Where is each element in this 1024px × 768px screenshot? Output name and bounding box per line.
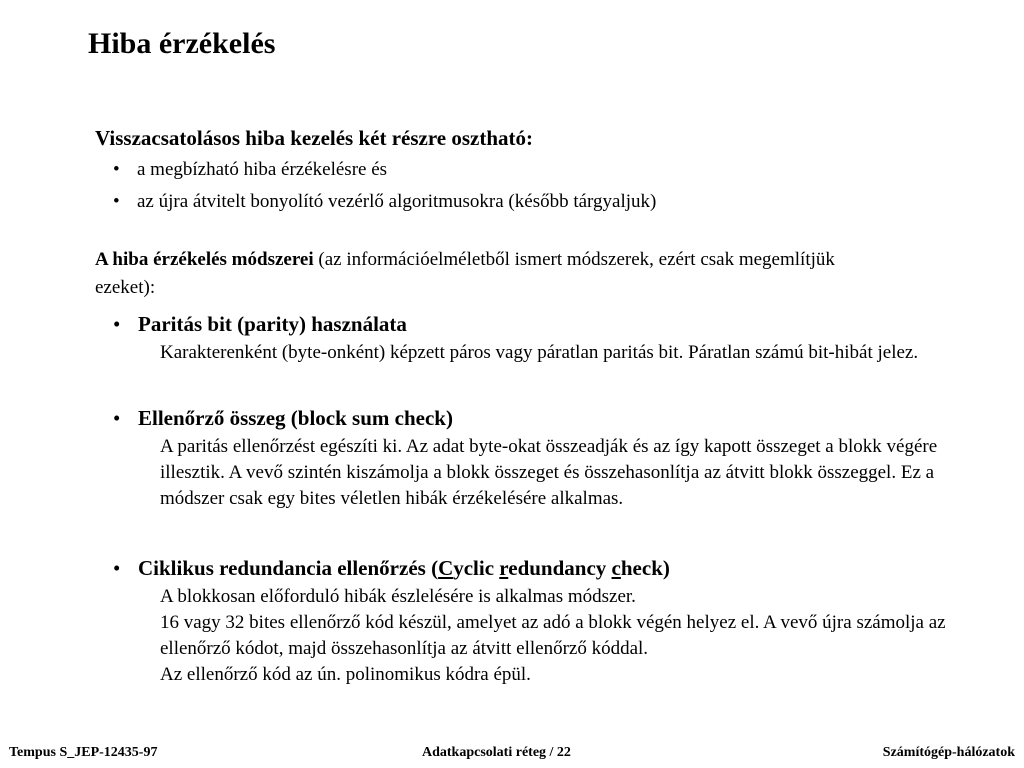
title-part: edundancy [508, 556, 612, 580]
method-title-text: Ellenőrző összeg (block sum check) [138, 406, 453, 430]
title-part-underlined: C [438, 556, 454, 580]
bullet-icon: • [113, 406, 121, 430]
slide-title: Hiba érzékelés [88, 27, 276, 60]
list-item [113, 156, 656, 188]
title-part-underlined: r [499, 556, 509, 580]
methods-intro-text: (az információelméletből ismert módszerek, ezért csak megemlítjük ezeket): [95, 249, 835, 298]
method-description-line: Karakterenként (byte-onként) képzett páros vagy páratlan paritás bit. Páratlan számú bit-hibát jelez. [160, 342, 919, 363]
method-description-line: Az ellenőrző kód az ún. polinomikus kódra épül. [160, 664, 531, 685]
bullet-icon: • [113, 191, 120, 212]
bullet-icon: • [113, 312, 121, 336]
list-item [113, 188, 656, 220]
title-part: yclic [453, 556, 500, 580]
method-description [160, 434, 960, 512]
method-description-line: A paritás ellenőrzést egészíti ki. Az adat byte-okat összeadják és az így kapott összeget a blokk végére illesztik. A vevő szintén kiszámolja a blokk összeget és összehasonlítja az átvitt blokk összeggel. Ez a módszer csak egy bites véletlen hibák érzékelésére alkalmas. [160, 436, 938, 509]
method-title-text [138, 556, 670, 580]
footer-left: Tempus S_JEP-12435-97 [9, 745, 158, 760]
method-title [113, 310, 973, 338]
method-description-line: A blokkosan előforduló hibák észlelésére is alkalmas módszer. [160, 586, 636, 607]
methods-intro-bold: A hiba érzékelés módszerei [95, 249, 314, 270]
method-parity [113, 310, 973, 366]
bullet-icon: • [113, 556, 121, 580]
footer-center: Adatkapcsolati réteg / 22 [422, 745, 571, 760]
list-item-text: a megbízható hiba érzékelésre és [137, 159, 388, 180]
methods-intro-paragraph [95, 246, 895, 302]
method-title-text: Paritás bit (parity) használata [138, 312, 407, 336]
bullet-icon: • [113, 159, 120, 180]
method-block-sum [113, 404, 973, 512]
title-part: heck [620, 556, 663, 580]
method-title [113, 404, 973, 432]
method-description [160, 584, 960, 688]
footer-right: Számítógép-hálózatok [882, 745, 1015, 760]
title-part-underlined: c [611, 556, 621, 580]
intro-heading: Visszacsatolásos hiba kezelés két részre osztható: [95, 126, 534, 150]
method-crc [113, 554, 973, 688]
title-part: Ciklikus redundancia ellenőrzés ( [138, 556, 439, 580]
method-description-line: 16 vagy 32 bites ellenőrző kód készül, amelyet az adó a blokk végén helyez el. A vevő újra számolja az ellenőrző kódot, majd összehasonlítja az átvitt ellenőrző kóddal. [160, 612, 946, 659]
title-part: ) [662, 556, 670, 580]
list-item-text: az újra átvitelt bonyolító vezérlő algoritmusokra (később tárgyaljuk) [137, 191, 657, 212]
method-description [160, 340, 960, 366]
method-title [113, 554, 973, 582]
intro-bullet-list [113, 156, 656, 220]
